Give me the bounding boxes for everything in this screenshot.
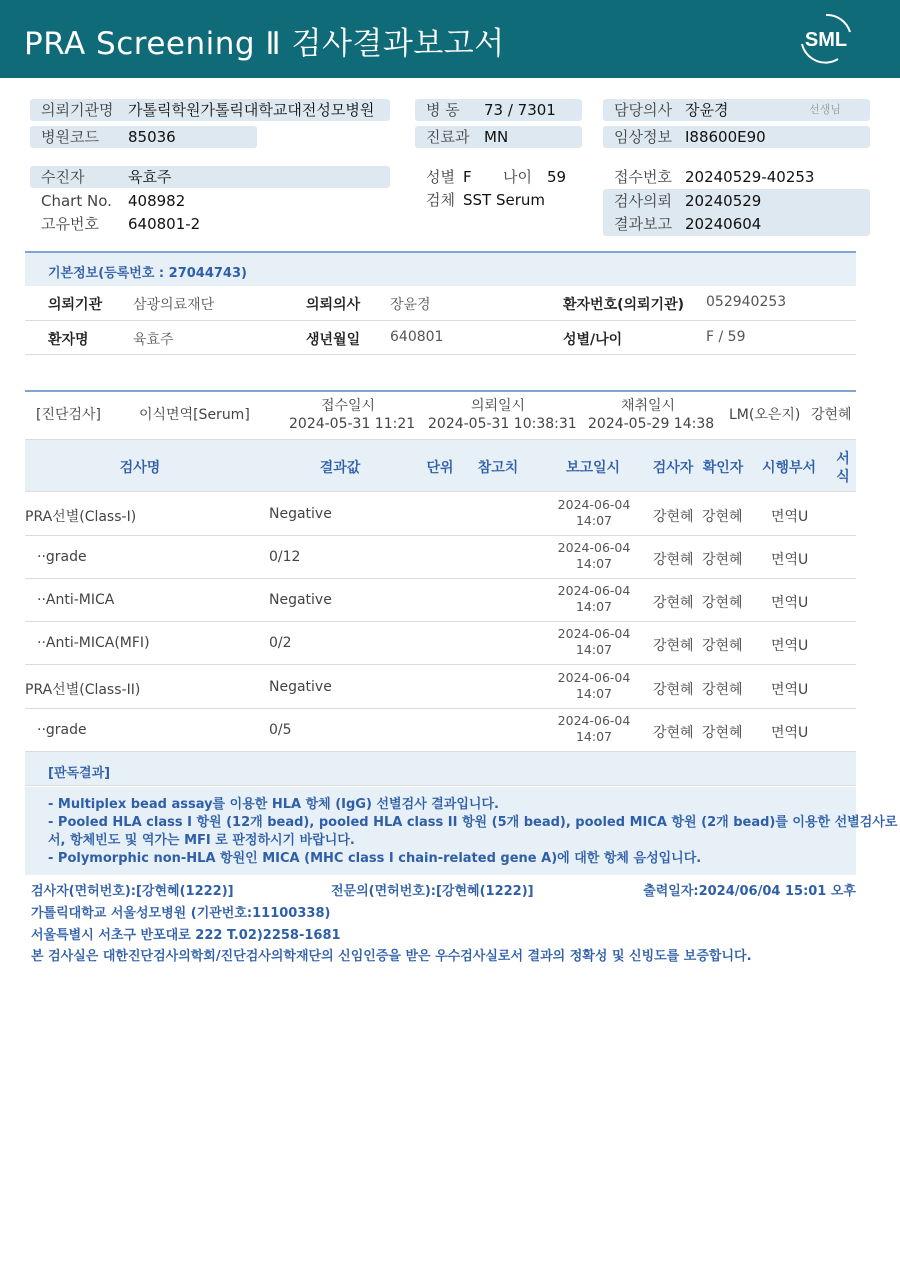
basic-inst-label: 의뢰기관 <box>48 297 103 313</box>
department-label: 진료과 <box>426 128 470 146</box>
row-tester: 강현혜 <box>653 638 694 654</box>
row-tester: 강현혜 <box>653 552 694 568</box>
interpretation-line: - Multiplex bead assay를 이용한 HLA 항체 (IgG) 선별검사 결과입니다. <box>48 797 499 812</box>
doctor-label: 담당의사 <box>614 101 672 119</box>
row-report-date: 2024-06-04 <box>557 713 631 728</box>
row-divider <box>25 535 856 536</box>
row-divider <box>25 621 856 622</box>
exam-lm: LM(오은지) <box>729 407 801 423</box>
specimen-label: 검체 <box>426 191 455 209</box>
footer-specialist: 전문의(면허번호):[강현혜(1222)] <box>331 884 534 899</box>
request-date-label: 검사의뢰 <box>614 192 672 210</box>
exam-top-border <box>25 390 856 392</box>
row-report-date: 2024-06-04 <box>557 497 631 512</box>
basic-doctor-value: 장윤경 <box>390 297 431 313</box>
basic-sex-age-value: F / 59 <box>706 329 746 345</box>
interpretation-line: - Polymorphic non-HLA 항원인 MICA (MHC class I chain-related gene A)에 대한 항체 음성입니다. <box>48 851 702 866</box>
chart-no-field <box>30 190 390 212</box>
receipt-no-value: 20240529-40253 <box>685 168 815 186</box>
age-value: 59 <box>547 168 567 186</box>
request-date-field <box>603 190 870 212</box>
row-result: Negative <box>269 592 332 608</box>
row-report-time: 14:07 <box>575 599 613 614</box>
specimen-value: SST Serum <box>463 191 546 209</box>
row-department: 면역U <box>771 552 809 568</box>
clinical-info-value: I88600E90 <box>685 128 766 146</box>
col-reference: 참고치 <box>477 460 519 476</box>
chart-no-value: 408982 <box>128 192 186 210</box>
divider <box>25 320 856 321</box>
department-value: MN <box>484 128 509 146</box>
institution-field <box>30 99 390 121</box>
footer-certification: 본 검사실은 대한진단검사의학회/진단검사의학재단의 신임인증을 받은 우수검사실로서 결과의 정확성 및 신빙도를 보증합니다. <box>31 949 752 964</box>
row-report-time: 14:07 <box>575 729 613 744</box>
footer-tester: 검사자(면허번호):[강현혜(1222)] <box>31 884 234 899</box>
row-tester: 강현혜 <box>653 682 694 698</box>
basic-sex-age-label: 성별/나이 <box>563 332 623 348</box>
row-result: 0/2 <box>269 635 292 651</box>
row-result: Negative <box>269 506 332 522</box>
row-verifier: 강현혜 <box>702 595 743 611</box>
col-form-2: 식 <box>836 469 850 485</box>
divider <box>25 354 856 355</box>
receipt-no-label: 접수번호 <box>614 168 672 186</box>
report-date-value: 20240604 <box>685 215 762 233</box>
interpretation-line: - Pooled HLA class I 항원 (12개 bead), pooled HLA class II 항원 (5개 bead), pooled MICA 항원 (2개 bead)를 이용한 선별검사로 <box>48 815 898 830</box>
interpretation-line: 서, 항체빈도 및 역가는 MFI 로 판정하시기 바랍니다. <box>48 833 355 848</box>
basic-dob-label: 생년월일 <box>306 332 361 348</box>
unique-no-label: 고유번호 <box>41 215 99 233</box>
basic-doctor-label: 의뢰의사 <box>306 297 361 313</box>
footer-address: 서울특별시 서초구 반포대로 222 T.02)2258-1681 <box>31 928 341 943</box>
row-department: 면역U <box>771 682 809 698</box>
row-verifier: 강현혜 <box>702 638 743 654</box>
col-test-name: 검사명 <box>119 460 161 476</box>
unique-no-field <box>30 213 390 235</box>
interpretation-title: [판독결과] <box>48 766 111 781</box>
basic-patient-no-label: 환자번호(의뢰기관) <box>563 297 684 313</box>
row-divider <box>25 664 856 665</box>
logo-text: SML <box>804 29 848 51</box>
basic-name-value: 육효주 <box>133 332 174 348</box>
basic-info-title: 기본정보(등록번호 : 27044743) <box>48 266 247 281</box>
sml-logo <box>798 12 854 64</box>
row-report-date: 2024-06-04 <box>557 670 631 685</box>
exam-test: 이식면역[Serum] <box>139 407 250 423</box>
chart-no-label: Chart No. <box>41 192 112 210</box>
received-label: 접수일시 <box>320 398 376 414</box>
doctor-field <box>603 99 870 121</box>
receipt-no-field <box>603 166 870 188</box>
ward-label: 병 동 <box>426 101 460 119</box>
col-unit: 단위 <box>426 460 454 476</box>
patient-field <box>30 166 390 188</box>
row-report-time: 14:07 <box>575 642 613 657</box>
row-result: Negative <box>269 679 332 695</box>
row-verifier: 강현혜 <box>702 682 743 698</box>
hospital-code-value: 85036 <box>128 128 176 146</box>
row-department: 면역U <box>771 509 809 525</box>
row-report-time: 14:07 <box>575 556 613 571</box>
patient-label: 수진자 <box>41 168 85 186</box>
row-department: 면역U <box>771 725 809 741</box>
row-test-name: PRA선별(Class-I) <box>25 509 137 525</box>
row-verifier: 강현혜 <box>702 509 743 525</box>
row-divider <box>25 578 856 579</box>
age-label: 나이 <box>503 168 532 186</box>
hospital-code-label: 병원코드 <box>41 128 99 146</box>
row-report-time: 14:07 <box>575 686 613 701</box>
report-date-label: 결과보고 <box>614 215 672 233</box>
received-value: 2024-05-31 11:21 <box>289 416 416 432</box>
report-date-field <box>603 213 870 235</box>
row-verifier: 강현혜 <box>702 725 743 741</box>
footer-printed-date: 출력일자:2024/06/04 15:01 오후 <box>643 884 856 899</box>
specimen-field <box>415 189 595 211</box>
row-test-name: ··grade <box>37 549 87 565</box>
row-tester: 강현혜 <box>653 725 694 741</box>
col-result: 결과값 <box>319 460 361 476</box>
collected-label: 채취일시 <box>620 398 676 414</box>
report-header <box>0 0 900 78</box>
sex-age-field <box>415 166 595 188</box>
basic-name-label: 환자명 <box>48 332 89 348</box>
row-test-name: PRA선별(Class-II) <box>25 682 141 698</box>
requested-value: 2024-05-31 10:38:31 <box>428 416 577 432</box>
col-form-1: 서 <box>836 451 850 467</box>
col-department: 시행부서 <box>761 460 817 476</box>
row-report-date: 2024-06-04 <box>557 540 631 555</box>
institution-label: 의뢰기관명 <box>41 101 114 119</box>
report-title: PRA Screening Ⅱ 검사결과보고서 <box>24 26 505 62</box>
row-tester: 강현혜 <box>653 595 694 611</box>
doctor-value: 장윤경 <box>685 101 729 119</box>
exam-tester: 강현혜 <box>811 407 852 423</box>
ward-field <box>415 99 582 121</box>
clinical-info-label: 임상정보 <box>614 128 672 146</box>
collected-value: 2024-05-29 14:38 <box>588 416 715 432</box>
sex-value: F <box>463 168 472 186</box>
row-report-time: 14:07 <box>575 513 613 528</box>
ward-value: 73 / 7301 <box>484 101 556 119</box>
row-report-date: 2024-06-04 <box>557 626 631 641</box>
row-result: 0/12 <box>269 549 301 565</box>
row-department: 면역U <box>771 595 809 611</box>
exam-category: [진단검사] <box>36 407 102 423</box>
clinical-info-field <box>603 126 870 148</box>
row-test-name: ··Anti-MICA <box>37 592 115 608</box>
basic-dob-value: 640801 <box>390 329 444 345</box>
row-result: 0/5 <box>269 722 292 738</box>
requested-label: 의뢰일시 <box>470 398 526 414</box>
request-date-value: 20240529 <box>685 192 762 210</box>
row-test-name: ··Anti-MICA(MFI) <box>37 635 150 651</box>
row-test-name: ··grade <box>37 722 87 738</box>
institution-value: 가톨릭학원가톨릭대학교대전성모병원 <box>128 101 375 119</box>
col-tester: 검사자 <box>652 460 694 476</box>
row-verifier: 강현혜 <box>702 552 743 568</box>
doctor-suffix: 선생님 <box>809 103 841 116</box>
row-tester: 강현혜 <box>653 509 694 525</box>
basic-inst-value: 삼광의료재단 <box>133 297 215 313</box>
row-report-date: 2024-06-04 <box>557 583 631 598</box>
row-divider <box>25 708 856 709</box>
sex-label: 성별 <box>426 168 455 186</box>
col-report-date: 보고일시 <box>565 460 621 476</box>
col-verifier: 확인자 <box>702 460 744 476</box>
row-department: 면역U <box>771 638 809 654</box>
patient-value: 육효주 <box>128 168 172 186</box>
unique-no-value: 640801-2 <box>128 215 201 233</box>
interpretation-header <box>25 752 856 786</box>
hospital-code-field <box>30 126 257 148</box>
department-field <box>415 126 582 148</box>
footer-hospital: 가톨릭대학교 서울성모병원 (기관번호:11100338) <box>31 906 331 921</box>
basic-patient-no-value: 052940253 <box>706 294 787 310</box>
